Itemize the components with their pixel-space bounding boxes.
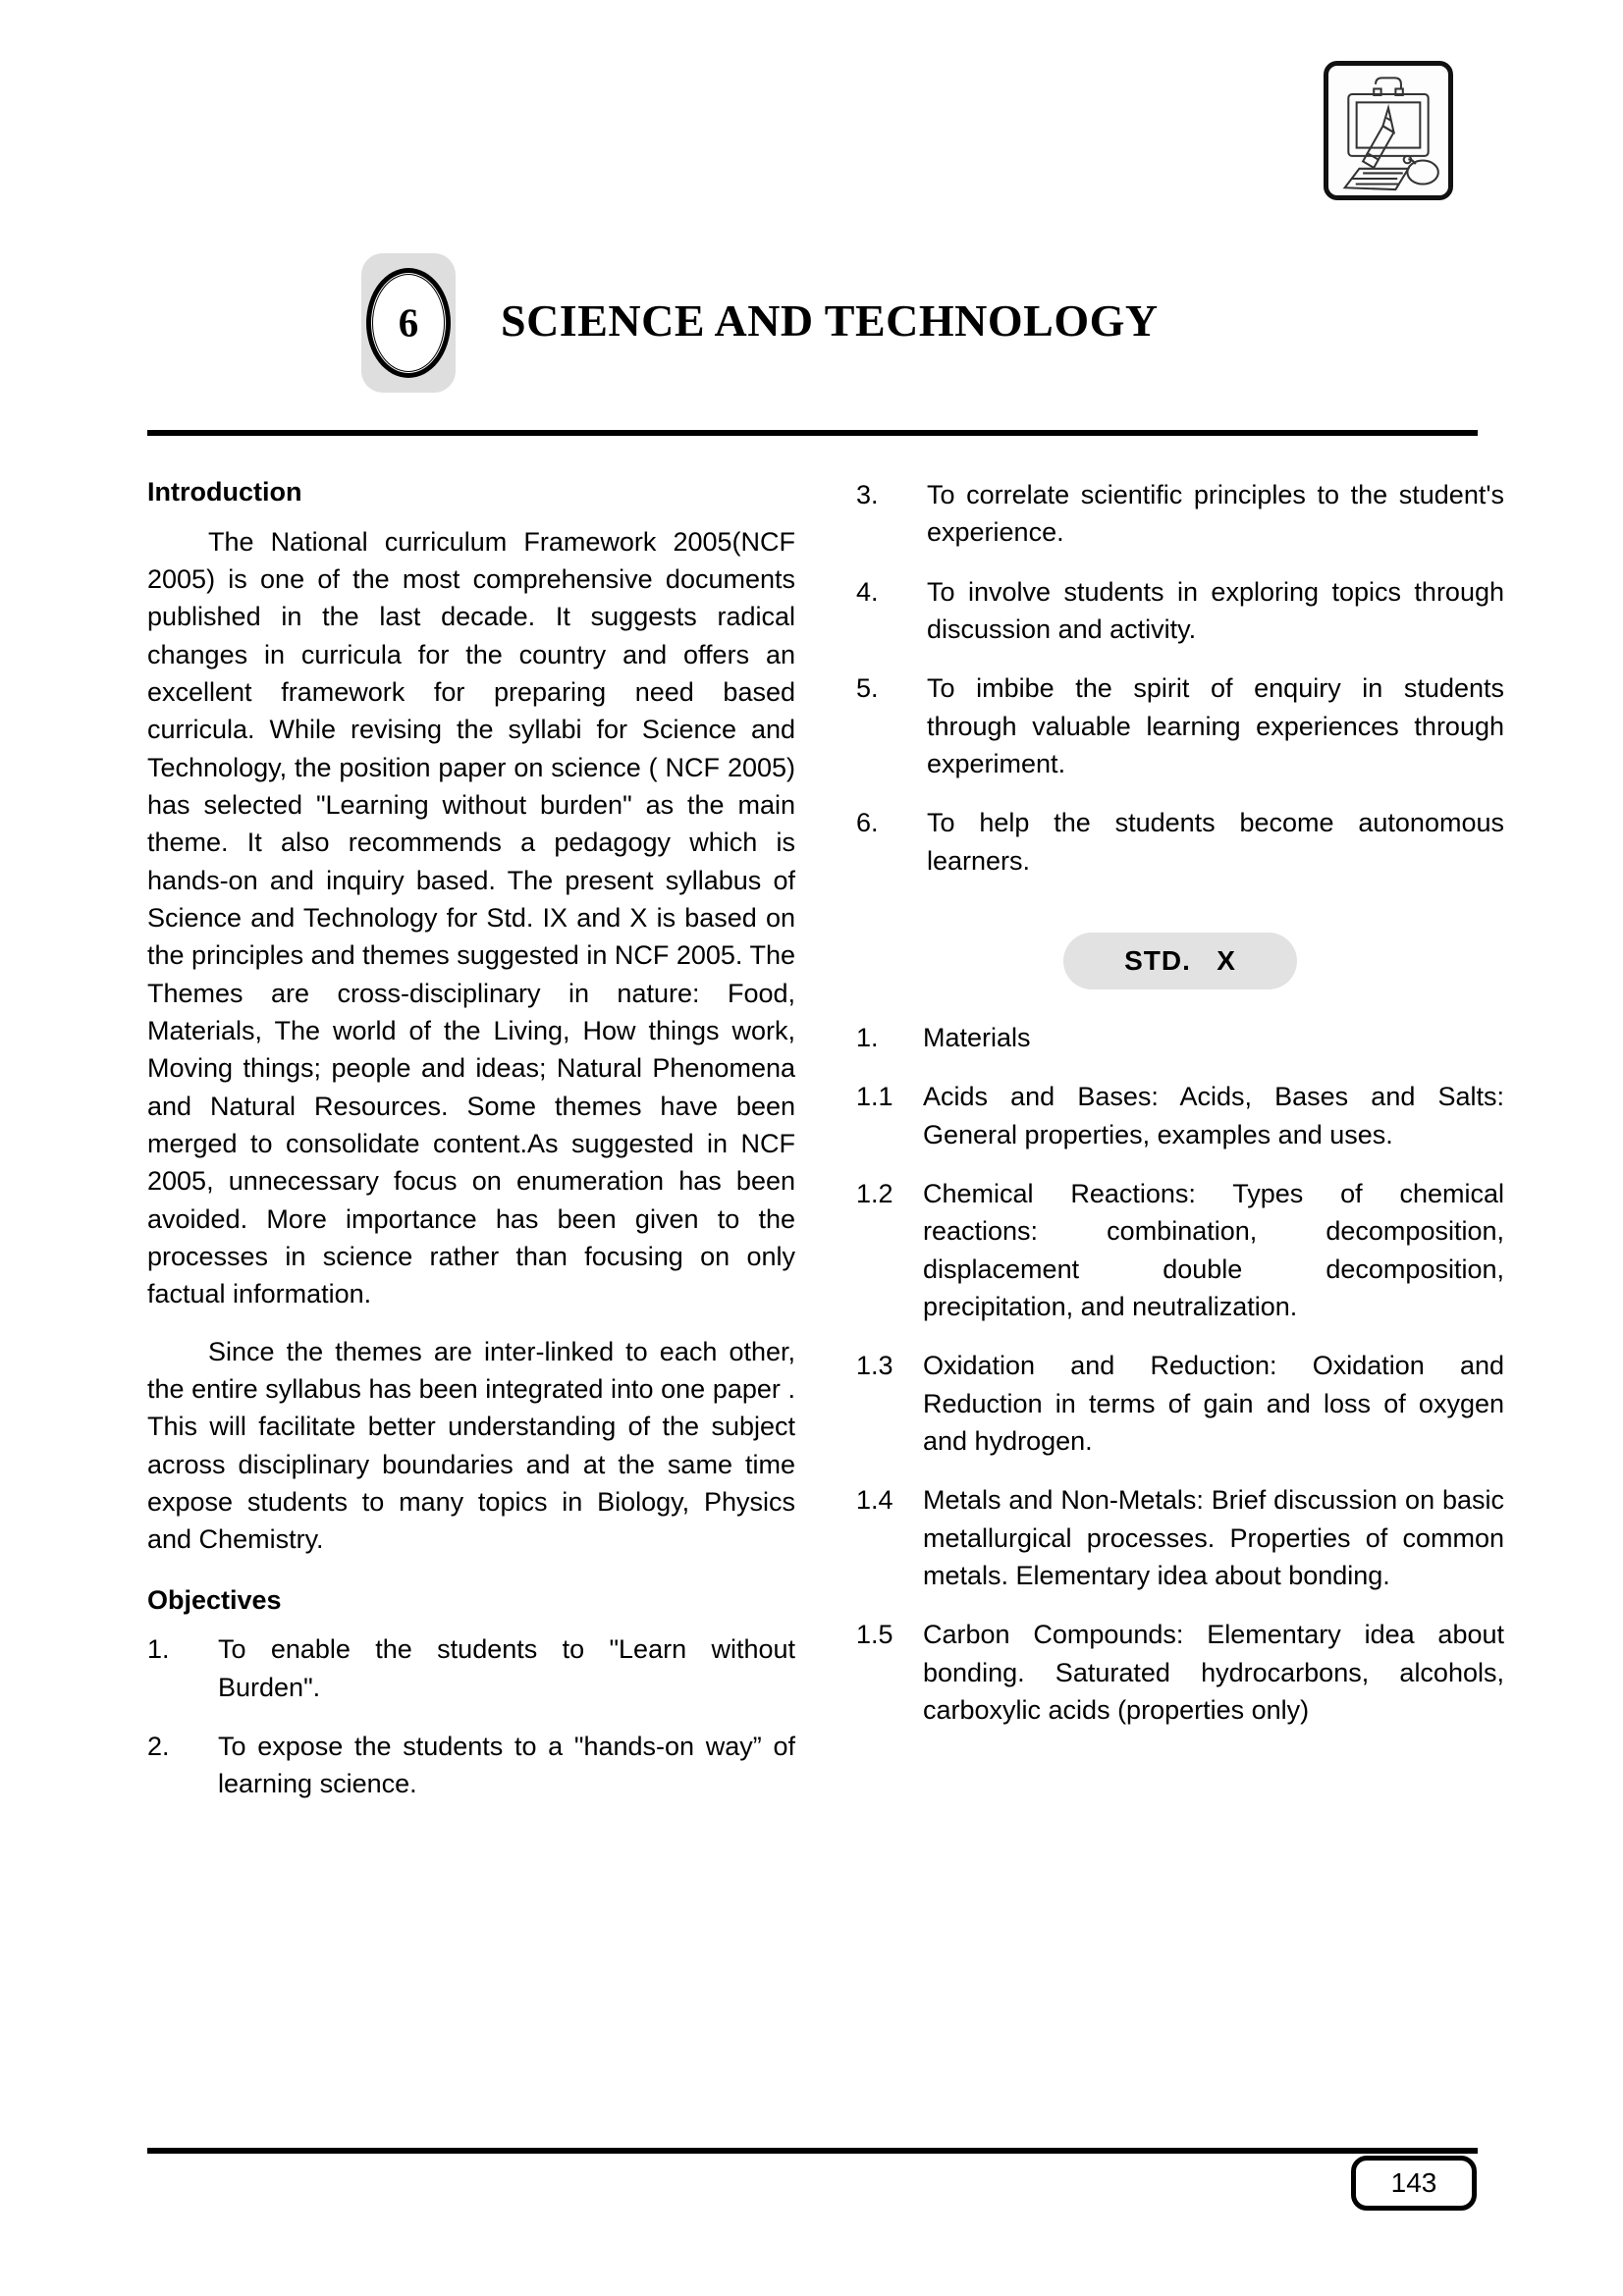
list-item-text: Chemical Reactions: Types of chemical reactions: combination, decomposition, displacement double decomposition, precipitation, and neutralization. [923,1178,1504,1321]
status-badge: STD. X [1063,933,1297,989]
footer-divider [147,2148,1478,2154]
list-item-number: 1.3 [856,1351,893,1381]
chapter-number-ring [366,268,451,378]
list-item [856,1078,1504,1153]
chapter-header [147,245,1478,422]
list-item-text: To help the students become autonomous learners. [927,808,1504,876]
std-badge-container [856,933,1504,989]
list-item-number: 1.5 [856,1620,893,1650]
list-item [856,1019,1504,1056]
list-item [856,573,1504,649]
list-item [856,1175,1504,1325]
list-item-number: 2. [147,1732,170,1762]
list-item [856,1481,1504,1594]
list-item-text: Oxidation and Reduction: Oxidation and Reduction in terms of gain and loss of oxygen and hydrogen. [923,1351,1504,1456]
list-item [856,476,1504,552]
list-item-number: 4. [856,576,879,607]
list-item-number: 5. [856,673,879,704]
list-item-text: Materials [923,1022,1031,1052]
list-item-text: To expose the students to a "hands-on way” of learning science. [218,1732,795,1799]
list-item-number: 1.4 [856,1485,893,1516]
list-item [856,1616,1504,1729]
right-column [856,476,1504,1750]
intro-paragraph-1: The National curriculum Framework 2005(NCF 2005) is one of the most comprehensive documents published in the last decade. It suggests radical changes in curricula for the country and offers an excellent framework for preparing need based curricula. While revising the syllabi for Science and Technology, the position paper on science ( NCF 2005) has selected "Learning without burden" as the main theme. It also recommends a pedagogy which is hands-on and inquiry based. The present syllabus of Science and Technology for Std. IX and X is based on the principles and themes suggested in NCF 2005. The Themes are cross-disciplinary in nature: Food, Materials, The world of the Living, How things work, Moving things; people and ideas; Natural Phenomena and Natural Resources. Some themes have been merged to consolidate content.As suggested in NCF 2005, unnecessary focus on enumeration has been avoided. More importance has been given to the processes in science rather than focusing on only factual information. [147,526,795,1309]
list-item-number: 3. [856,480,879,509]
list-item [856,804,1504,880]
header-divider [147,430,1478,436]
list-item-number: 1.1 [856,1082,893,1112]
chapter-number: 6 [398,299,419,346]
list-item-text: To correlate scientific principles to the student's experience. [927,480,1504,548]
list-item [147,1728,795,1803]
list-item-number: 1. [147,1634,170,1665]
list-item-number: 6. [856,808,879,838]
list-item [147,1630,795,1706]
list-item-text: To imbibe the spirit of enquiry in students through valuable learning experiences through experiment. [927,673,1504,778]
list-item-text: Metals and Non-Metals: Brief discussion on basic metallurgical processes. Properties of common metals. Elementary idea about bonding. [923,1485,1504,1590]
left-column [147,476,795,1825]
list-item [856,1347,1504,1460]
introduction-heading: Introduction [147,477,302,507]
computer-pencil-keyboard-mouse-icon [1324,61,1453,200]
list-item-number: 1.2 [856,1178,893,1208]
list-item [856,669,1504,782]
list-item-text: Acids and Bases: Acids, Bases and Salts: General properties, examples and uses. [923,1082,1504,1149]
list-item-text: To involve students in exploring topics through discussion and activity. [927,576,1504,644]
list-item-text: Carbon Compounds: Elementary idea about bonding. Saturated hydrocarbons, alcohols, carboxylic acids (properties only) [923,1620,1504,1725]
list-item-number: 1. [856,1022,879,1052]
page-number: 143 [1351,2156,1477,2211]
objectives-heading: Objectives [147,1584,282,1615]
intro-paragraph-2: Since the themes are inter-linked to each other, the entire syllabus has been integrated into one paper . This will facilitate better understanding of the subject across disciplinary boundaries and at the same time expose students to many topics in Biology, Physics and Chemistry. [147,1336,795,1555]
chapter-number-badge [361,253,456,393]
list-item-text: To enable the students to "Learn without Burden". [218,1634,795,1702]
page-title: SCIENCE AND TECHNOLOGY [501,295,1159,346]
